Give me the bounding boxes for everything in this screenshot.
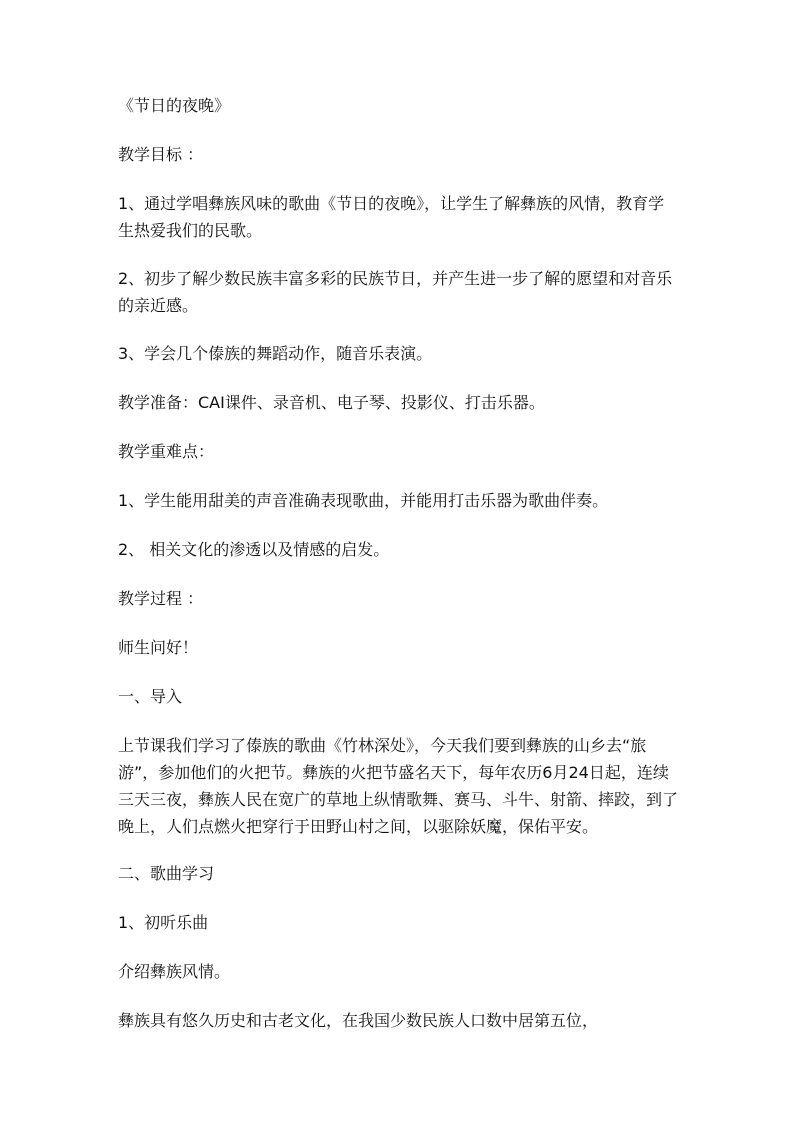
paragraph-teaching-process-heading: 教学过程 ： <box>118 589 204 608</box>
paragraph-introduce-yi-customs: 介绍彝族风情。 <box>118 962 231 981</box>
paragraph-teaching-goals-heading: 教学目标 ： <box>118 145 204 164</box>
document-title: 《节日的夜晚》 <box>118 96 231 115</box>
section-heading-song-learning: 二、歌曲学习 <box>118 864 215 883</box>
paragraph-goal-2: 2、初步了解少数民族丰富多彩的民族节日，并产生进一步了解的愿望和对音乐的亲近感。 <box>118 269 673 315</box>
paragraph-goal-1: 1、通过学唱彝族风味的歌曲《节日的夜晚》，让学生了解彝族的风情，教育学生热爱我们的民歌。 <box>118 194 665 240</box>
paragraph-goal-3: 3、学会几个傣族的舞蹈动作，随音乐表演。 <box>118 344 433 363</box>
paragraph-key-point-2: 2、 相关文化的渗透以及情感的启发。 <box>118 540 390 559</box>
paragraph-first-listen: 1、初听乐曲 <box>118 913 209 932</box>
paragraph-key-point-1: 1、学生能用甜美的声音准确表现歌曲，并能用打击乐器为歌曲伴奏。 <box>118 491 609 510</box>
paragraph-greeting: 师生问好！ <box>118 638 199 657</box>
paragraph-introduction: 上节课我们学习了傣族的歌曲《竹林深处》，今天我们要到彝族的山乡去“旅游”，参加他们的火把节。彝族的火把节盛名天下，每年农历6月24日起，连续三天三夜，彝族人民在宽广的草地上纵情歌舞、赛马、斗牛、射箭、摔跤，到了晚上，人们点燃火把穿行于田野山村之间，以驱除妖魔，保佑平安。 <box>118 736 679 836</box>
document-body <box>118 92 678 1056</box>
paragraph-yi-history: 彝族具有悠久历史和古老文化，在我国少数民族人口数中居第五位， <box>118 1011 599 1030</box>
section-heading-introduction: 一、导入 <box>118 687 183 706</box>
paragraph-teaching-preparation: 教学准备：CAI课件、录音机、电子琴、投影仪、打击乐器。 <box>118 393 545 412</box>
paragraph-key-points-heading: 教学重难点： <box>118 442 215 461</box>
